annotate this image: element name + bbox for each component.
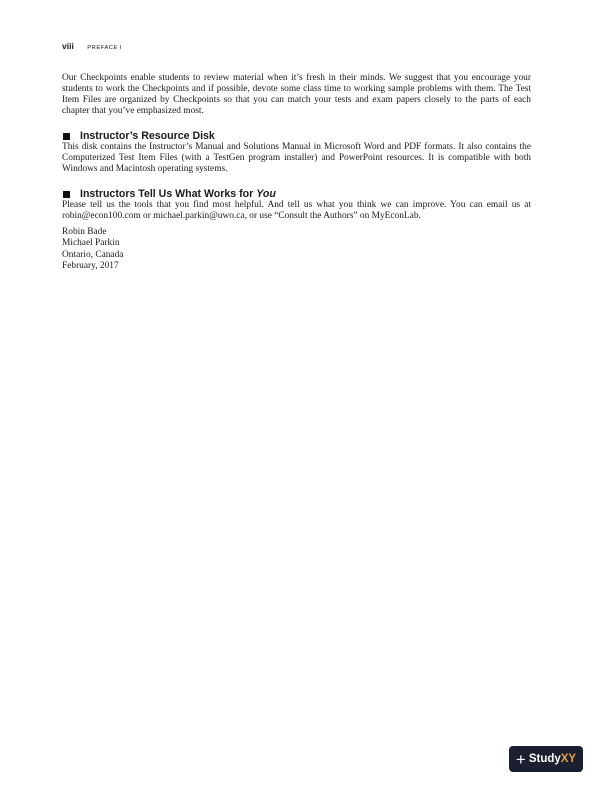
resource-disk-heading xyxy=(62,130,531,142)
signature-date: February, 2017 xyxy=(62,261,119,272)
page-content xyxy=(62,73,531,273)
section-name: PREFACE I xyxy=(87,45,123,51)
plus-icon: + xyxy=(515,749,526,769)
watermark-brand-main: Study xyxy=(528,753,561,765)
feedback-paragraph: Please tell us the tools that you find most helpful. And tell us what you think we can improve. You can email us at robin@econ100.com or michael.parkin@uwo.ca, or use “Consult the Authors” on MyEconLab. xyxy=(62,200,531,221)
resource-disk-paragraph: This disk contains the Instructor’s Manual and Solutions Manual in Microsoft Word and PDF formats. It also contains the Computerized Test Item Files (with a TestGen program installer) and PowerPoint resources. It is compatible with both Windows and Macintosh operating systems. xyxy=(62,142,531,174)
square-bullet-icon xyxy=(63,133,70,140)
feedback-heading xyxy=(62,188,531,200)
author-signature xyxy=(62,227,531,273)
page-number: viii xyxy=(62,41,74,51)
square-bullet-icon xyxy=(63,191,70,198)
intro-paragraph: Our Checkpoints enable students to review material when it’s fresh in their minds. We suggest that you encourage your students to work the Checkpoints and if possible, devote some class time to working sample problems with them. The Test Item Files are organized by Checkpoints so that you can match your tests and exam papers closely to the parts of each chapter that you’ve emphasized most. xyxy=(62,73,531,116)
signature-location: Ontario, Canada xyxy=(62,249,124,260)
feedback-heading-text: Instructors Tell Us What Works for xyxy=(80,188,254,200)
studyxy-watermark-logo xyxy=(509,746,583,772)
resource-disk-heading-text: Instructor’s Resource Disk xyxy=(80,130,215,142)
signature-author-1: Robin Bade xyxy=(62,227,107,237)
signature-author-2: Michael Parkin xyxy=(62,238,120,249)
watermark-brand-accent: XY xyxy=(560,753,577,765)
running-head xyxy=(62,36,122,54)
feedback-heading-emphasis: You xyxy=(256,188,276,200)
